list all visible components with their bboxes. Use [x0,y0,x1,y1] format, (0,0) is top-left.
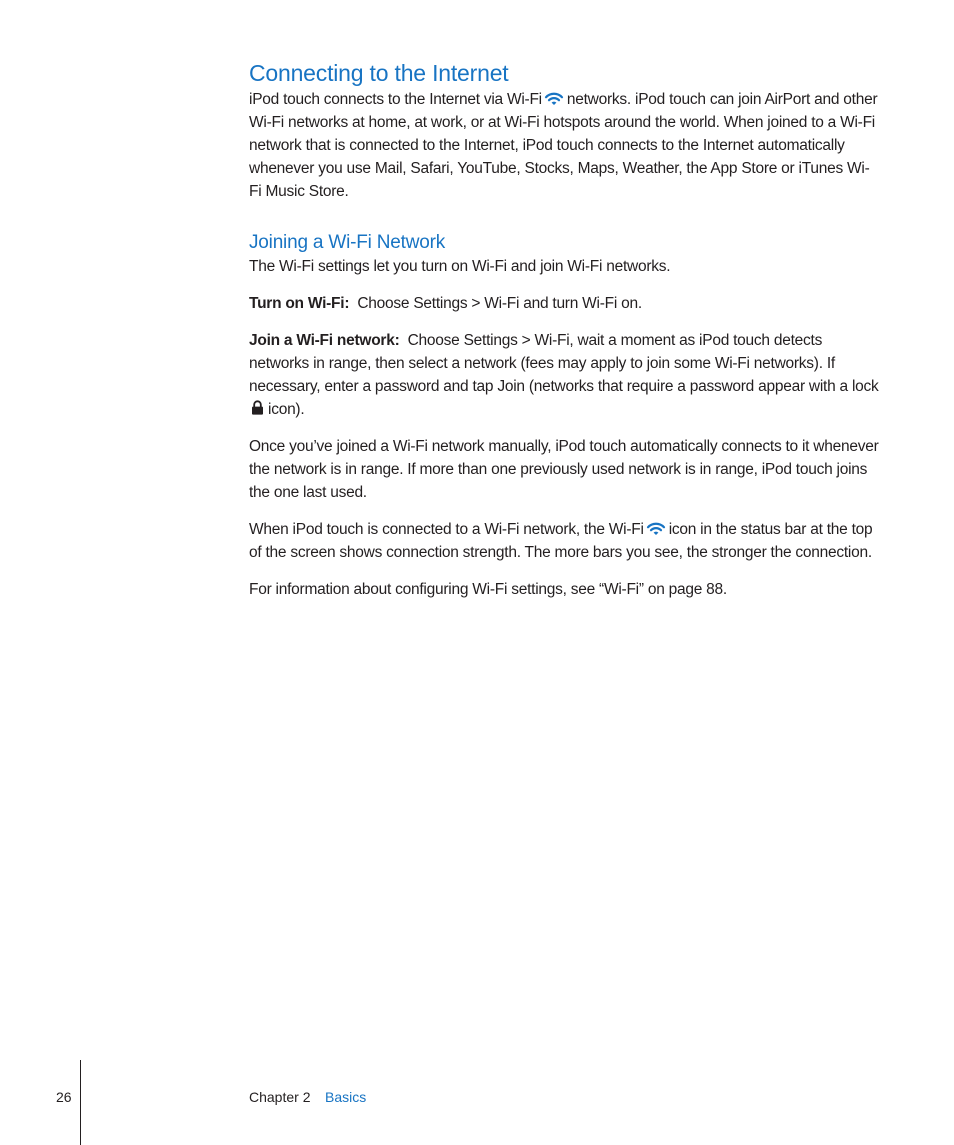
settings-paragraph: The Wi-Fi settings let you turn on Wi-Fi and join Wi-Fi networks. [249,258,671,275]
lock-icon [251,400,264,415]
intro-text-1: iPod touch connects to the Internet via Wi-Fi [249,91,542,108]
footer-divider [80,1060,81,1145]
section-heading: Connecting to the Internet [249,60,509,86]
wifi-icon [646,522,666,536]
once-joined-paragraph: Once you’ve joined a Wi-Fi network manually, iPod touch automatically connects to it whenever the network is in range. If more than one previously used network is in range, iPod touch joins the one last used. [249,438,879,501]
status-bar-text-1: When iPod touch is connected to a Wi-Fi network, the Wi-Fi [249,521,644,538]
turn-on-wifi-paragraph [249,292,879,315]
subsection-heading: Joining a Wi-Fi Network [249,232,446,253]
footer-chapter: Chapter 2 [249,1089,311,1105]
status-bar-paragraph [249,518,879,564]
join-network-text-1: Choose Settings > Wi-Fi, wait a moment as iPod touch detects networks in range, then select a network (fees may apply to join some Wi-Fi networks). If necessary, enter a password and tap Join (networks that require a password appear with a lock [249,332,879,395]
status-bar-text-2: icon in the status bar at the top of the screen shows connection strength. The more bars you see, the stronger the connection. [249,521,873,561]
intro-text-2: networks. iPod touch can join AirPort and other Wi-Fi networks at home, at work, or at Wi-Fi hotspots around the world. When joined to a Wi-Fi network that is connected to the Internet, iPod touch connects to the Internet automatically whenever you use Mail, Safari, YouTube, Stocks, Maps, Weather, the App Store or iTunes Wi-Fi Music Store. [249,91,878,200]
wifi-icon [544,92,564,106]
turn-on-wifi-text: Choose Settings > Wi-Fi and turn Wi-Fi on. [357,295,642,312]
page-number: 26 [56,1089,72,1105]
turn-on-wifi-label: Turn on Wi-Fi: [249,295,350,312]
page-content [249,58,879,601]
info-paragraph: For information about configuring Wi-Fi settings, see “Wi-Fi” on page 88. [249,581,727,598]
footer-section-link[interactable]: Basics [325,1089,367,1105]
join-network-paragraph [249,329,879,421]
join-network-label: Join a Wi-Fi network: [249,332,400,349]
join-network-text-2: icon). [268,401,305,418]
intro-paragraph [249,88,879,203]
